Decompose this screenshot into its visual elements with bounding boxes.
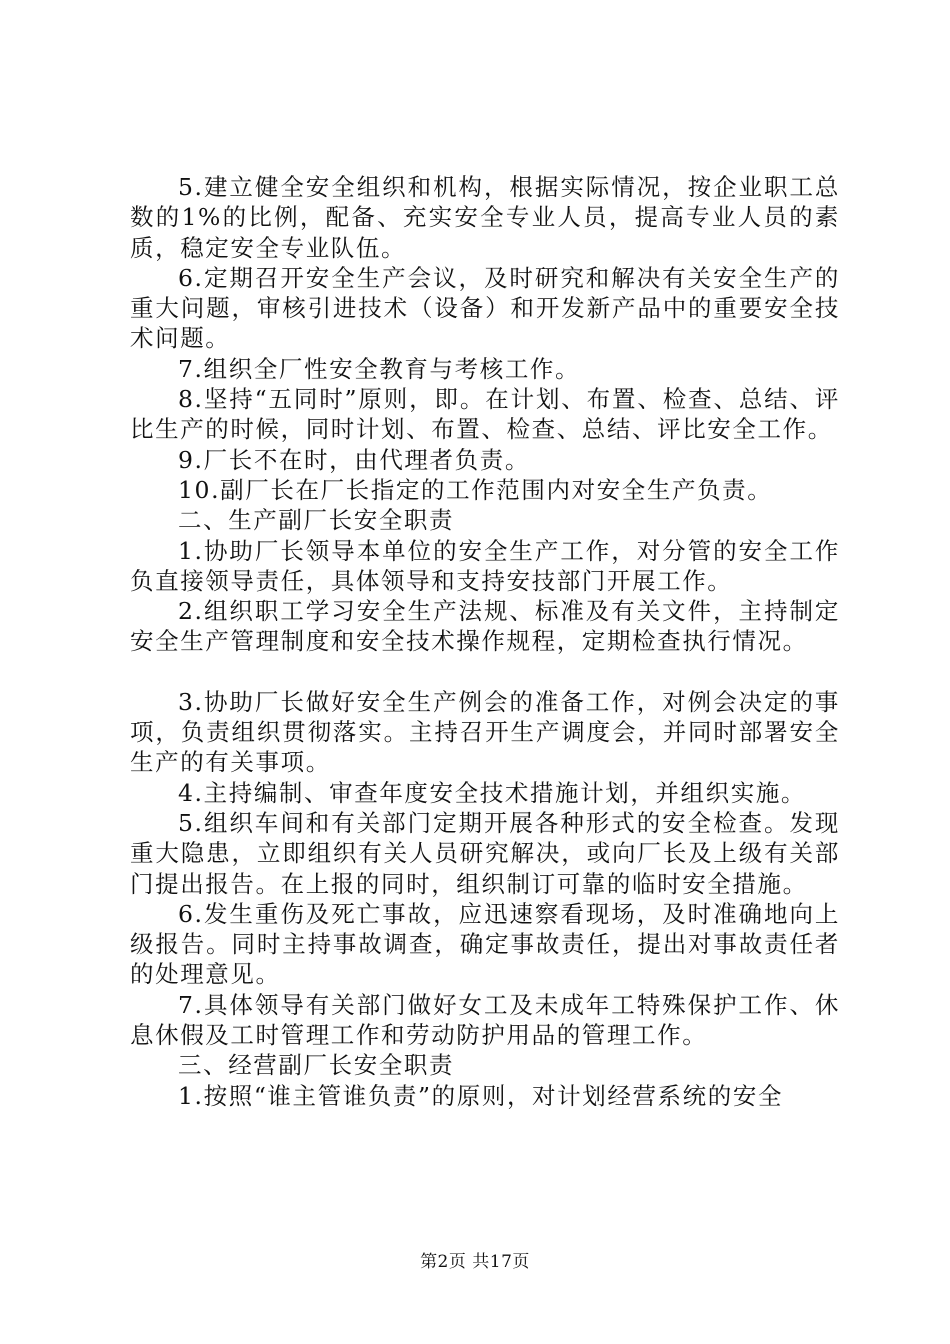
paragraph-production-6: 6.发生重伤及死亡事故，应迅速察看现场，及时准确地向上级报告。同时主持事故调查，确定事故责任，提出对事故责任者的处理意见。 <box>130 899 840 989</box>
paragraph-production-7: 7.具体领导有关部门做好女工及未成年工特殊保护工作、休息休假及工时管理工作和劳动防护用品的管理工作。 <box>130 990 840 1050</box>
section-heading-business-vp: 三、经营副厂长安全职责 <box>178 1051 455 1080</box>
paragraph-item-8: 8.坚持“五同时”原则，即。在计划、布置、检查、总结、评比生产的时候，同时计划、布置、检查、总结、评比安全工作。 <box>130 385 840 444</box>
document-body <box>130 172 840 1111</box>
paragraph-production-2: 2.组织职工学习安全生产法规、标准及有关文件，主持制定安全生产管理制度和安全技术操作规程，定期检查执行情况。 <box>130 597 840 656</box>
paragraph-item-7: 7.组织全厂性安全教育与考核工作。 <box>178 354 581 383</box>
paragraph-production-3: 3.协助厂长做好安全生产例会的准备工作，对例会决定的事项，负责组织贯彻落实。主持召开生产调度会，并同时部署安全生产的有关事项。 <box>130 687 840 777</box>
paragraph-production-4: 4.主持编制、审查年度安全技术措施计划，并组织实施。 <box>178 778 807 807</box>
paragraph-business-1: 1.按照“谁主管谁负责”的原则，对计划经营系统的安全 <box>178 1081 784 1110</box>
section-heading-production-vp: 二、生产副厂长安全职责 <box>178 506 455 535</box>
paragraph-production-1: 1.协助厂长领导本单位的安全生产工作，对分管的安全工作负直接领导责任，具体领导和支持安技部门开展工作。 <box>130 536 840 595</box>
paragraph-item-5: 5.建立健全安全组织和机构，根据实际情况，按企业职工总数的1%的比例，配备、充实安全专业人员，提高专业人员的素质，稳定安全专业队伍。 <box>130 173 840 262</box>
paragraph-item-10: 10.副厂长在厂长指定的工作范围内对安全生产负责。 <box>178 475 773 504</box>
paragraph-item-9: 9.厂长不在时，由代理者负责。 <box>178 445 530 474</box>
paragraph-production-5: 5.组织车间和有关部门定期开展各种形式的安全检查。发现重大隐患，立即组织有关人员研究解决，或向厂长及上级有关部门提出报告。在上报的同时，组织制订可靠的临时安全措施。 <box>130 808 840 898</box>
page-number-footer: 第2页 共17页 <box>420 1252 530 1272</box>
paragraph-item-6: 6.定期召开安全生产会议，及时研究和解决有关安全生产的重大问题，审核引进技术（设备）和开发新产品中的重要安全技术问题。 <box>130 263 840 353</box>
